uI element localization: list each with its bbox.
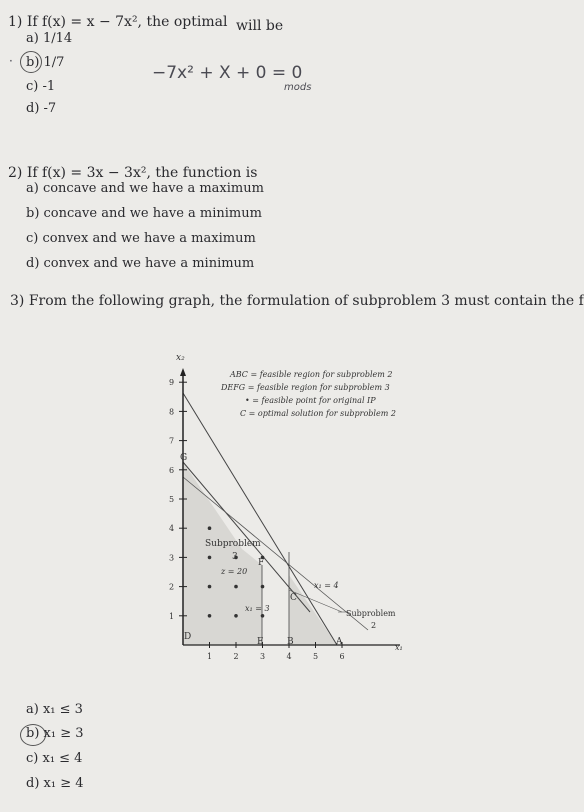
feasible-point	[234, 585, 238, 589]
y-axis-arrow-icon	[180, 368, 186, 376]
z-line-label: z = 20	[221, 567, 248, 576]
y-tick-label: 5	[169, 495, 175, 504]
y-axis-label: x₂	[176, 353, 185, 363]
q2-option-c[interactable]: c) convex and we have a maximum	[26, 231, 256, 246]
feasible-point	[208, 526, 212, 530]
q1-stem: 1) If f(x) = x − 7x², the optimal	[8, 14, 228, 30]
x1-eq-3-label: x₁ = 3	[245, 604, 270, 613]
q2-option-d[interactable]: d) convex and we have a minimum	[26, 256, 255, 271]
y-tick-label: 8	[169, 407, 175, 417]
x-tick-label: 3	[260, 652, 266, 661]
q3-option-b[interactable]: b) x₁ ≥ 3	[26, 726, 84, 741]
feasible-point	[234, 614, 238, 618]
y-tick-label: 9	[169, 378, 175, 388]
handwritten-equation: −7x² + X + 0 = 0	[152, 63, 303, 83]
y-tick-label: 7	[169, 436, 175, 446]
y-tick-label: 2	[169, 582, 175, 592]
q1-option-a[interactable]: a) 1/14	[26, 31, 73, 46]
q2-option-a[interactable]: a) concave and we have a maximum	[26, 181, 264, 196]
feasible-point	[208, 585, 212, 589]
label-b: B	[287, 637, 294, 647]
sub2-title: Subproblem	[346, 609, 396, 618]
region-defg	[183, 462, 265, 645]
legend-optimal: C = optimal solution for subproblem 2	[240, 409, 396, 418]
sub3-number: 3	[232, 552, 238, 562]
feasible-point	[261, 614, 265, 618]
x-tick-label: 6	[339, 652, 345, 661]
y-tick-label: 6	[169, 465, 175, 475]
sub3-title: Subproblem	[205, 539, 261, 549]
x1-eq-4-label: x₁ = 4	[314, 581, 339, 590]
x-tick-label: 5	[313, 652, 319, 661]
x-tick-label: 1	[207, 652, 213, 661]
q3-option-a[interactable]: a) x₁ ≤ 3	[26, 702, 83, 717]
feasible-point	[208, 556, 212, 560]
legend-defg: DEFG = feasible region for subproblem 3	[221, 383, 390, 392]
x-axis-label: x₁	[395, 643, 403, 652]
feasible-point	[208, 614, 212, 618]
q1-option-c[interactable]: c) -1	[26, 79, 56, 94]
label-d: D	[184, 632, 192, 642]
q2-stem: 2) If f(x) = 3x − 3x², the function is	[8, 165, 258, 181]
handwritten-note: mods	[284, 82, 312, 93]
y-tick-label: 1	[169, 611, 175, 621]
y-tick-label: 4	[169, 524, 175, 534]
x-tick-label: 2	[233, 652, 239, 661]
legend-abc: ABC = feasible region for subproblem 2	[230, 370, 393, 379]
q3-option-c[interactable]: c) x₁ ≤ 4	[26, 751, 83, 766]
sub2-number: 2	[371, 621, 377, 630]
branch-and-bound-graph	[150, 340, 486, 670]
x-tick-label: 4	[286, 652, 292, 661]
q1-stem-tail: will be	[236, 18, 284, 34]
label-g: G	[180, 453, 188, 463]
y-tick-label: 3	[169, 553, 175, 563]
label-a: A	[336, 637, 343, 647]
feasible-point	[261, 585, 265, 589]
tick-mark: ·	[9, 54, 13, 68]
q1-option-b[interactable]: b) 1/7	[26, 55, 65, 70]
legend-feasible-point: • = feasible point for original IP	[245, 396, 376, 405]
q1-option-d[interactable]: d) -7	[26, 101, 57, 116]
q3-stem: 3) From the following graph, the formulation of subproblem 3 must contain the f	[10, 293, 584, 309]
label-e: E	[257, 637, 264, 647]
q2-option-b[interactable]: b) concave and we have a minimum	[26, 206, 262, 221]
label-f: F	[258, 558, 265, 568]
q3-option-d[interactable]: d) x₁ ≥ 4	[26, 776, 84, 791]
label-c: C	[290, 593, 297, 603]
